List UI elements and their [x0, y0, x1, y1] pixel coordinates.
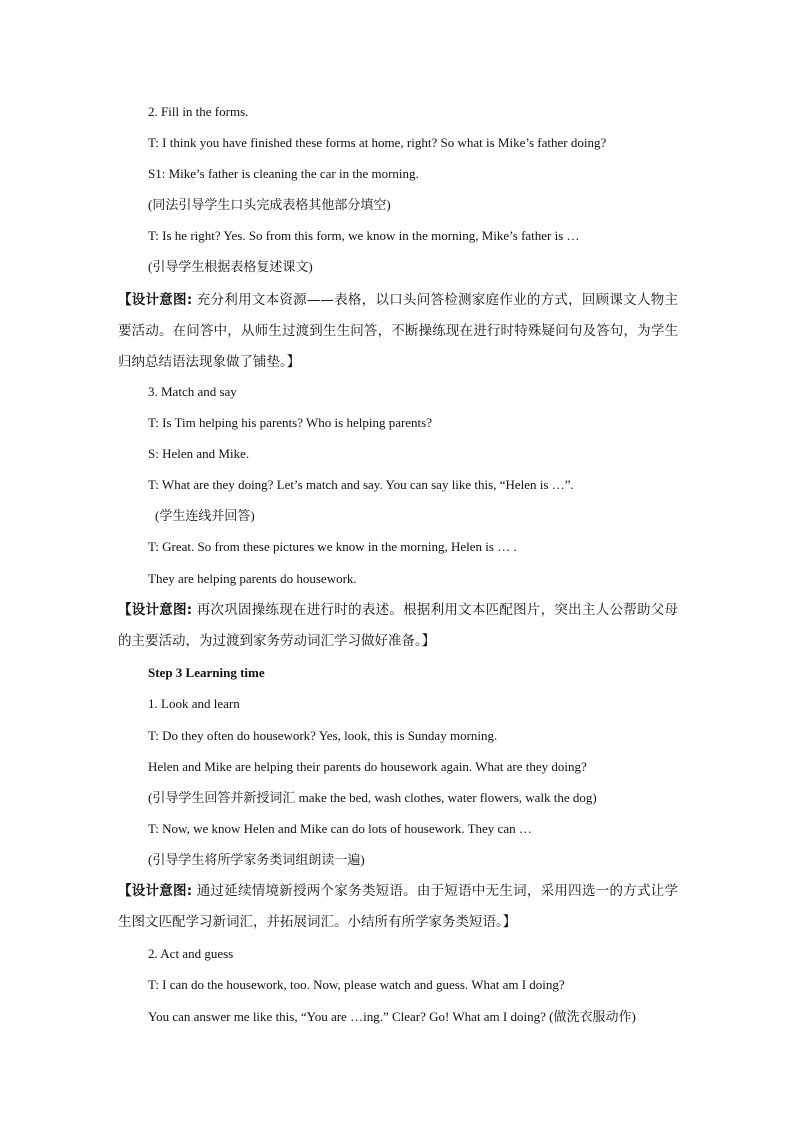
teaching-note: (引导学生根据表格复述课文)	[148, 259, 313, 274]
dialogue-line: T: I think you have finished these forms at home, right? So what is Mike’s father doing?	[148, 135, 607, 150]
step-heading: Step 3 Learning time	[148, 665, 265, 680]
design-intent-paragraph	[118, 595, 678, 657]
teaching-note: (引导学生将所学家务类词组朗读一遍)	[148, 852, 365, 867]
section-heading-fill-forms: 2. Fill in the forms.	[148, 104, 249, 119]
design-intent-label: 【设计意图:	[118, 602, 193, 618]
dialogue-line: T: Great. So from these pictures we know in the morning, Helen is … .	[148, 539, 517, 554]
design-intent-label: 【设计意图:	[118, 883, 193, 899]
section-heading-act-guess: 2. Act and guess	[148, 946, 234, 961]
dialogue-line: T: Do they often do housework? Yes, look, this is Sunday morning.	[148, 728, 498, 743]
design-intent-text: 充分利用文本资源——表格，以口头问答检测家庭作业的方式，回顾课文人物主要活动。在问答中，从师生过渡到生生问答，不断操练现在进行时特殊疑问句及答句，为学生归纳总结语法现象做了铺垫。】	[118, 292, 678, 370]
design-intent-paragraph	[118, 876, 678, 938]
dialogue-line: Helen and Mike are helping their parents do housework again. What are they doing?	[148, 759, 587, 774]
design-intent-label: 【设计意图:	[118, 292, 193, 308]
dialogue-line: S: Helen and Mike.	[148, 446, 250, 461]
dialogue-line: T: Now, we know Helen and Mike can do lots of housework. They can …	[148, 821, 532, 836]
section-heading-look-learn: 1. Look and learn	[148, 696, 240, 711]
teaching-note: (引导学生回答并新授词汇 make the bed, wash clothes, water flowers, walk the dog)	[148, 790, 597, 805]
teaching-note: (同法引导学生口头完成表格其他部分填空)	[148, 197, 391, 212]
dialogue-line: S1: Mike’s father is cleaning the car in the morning.	[148, 166, 419, 181]
design-intent-text: 通过延续情境新授两个家务类短语。由于短语中无生词，采用四选一的方式让学生图文匹配学习新词汇，并拓展词汇。小结所有所学家务类短语。】	[118, 883, 678, 930]
design-intent-text: 再次巩固操练现在进行时的表述。根据利用文本匹配图片，突出主人公帮助父母的主要活动，为过渡到家务劳动词汇学习做好准备。】	[118, 602, 678, 649]
dialogue-line: You can answer me like this, “You are …ing.” Clear? Go! What am I doing? (做洗衣服动作)	[148, 1009, 636, 1024]
dialogue-line: T: I can do the housework, too. Now, please watch and guess. What am I doing?	[148, 977, 565, 992]
dialogue-line: They are helping parents do housework.	[148, 571, 357, 586]
dialogue-line: T: What are they doing? Let’s match and say. You can say like this, “Helen is …”.	[148, 477, 574, 492]
section-heading-match-say: 3. Match and say	[148, 384, 237, 399]
design-intent-paragraph	[118, 285, 678, 378]
dialogue-line: T: Is he right? Yes. So from this form, we know in the morning, Mike’s father is …	[148, 228, 580, 243]
dialogue-line: T: Is Tim helping his parents? Who is helping parents?	[148, 415, 433, 430]
teaching-note: (学生连线并回答)	[155, 508, 255, 523]
